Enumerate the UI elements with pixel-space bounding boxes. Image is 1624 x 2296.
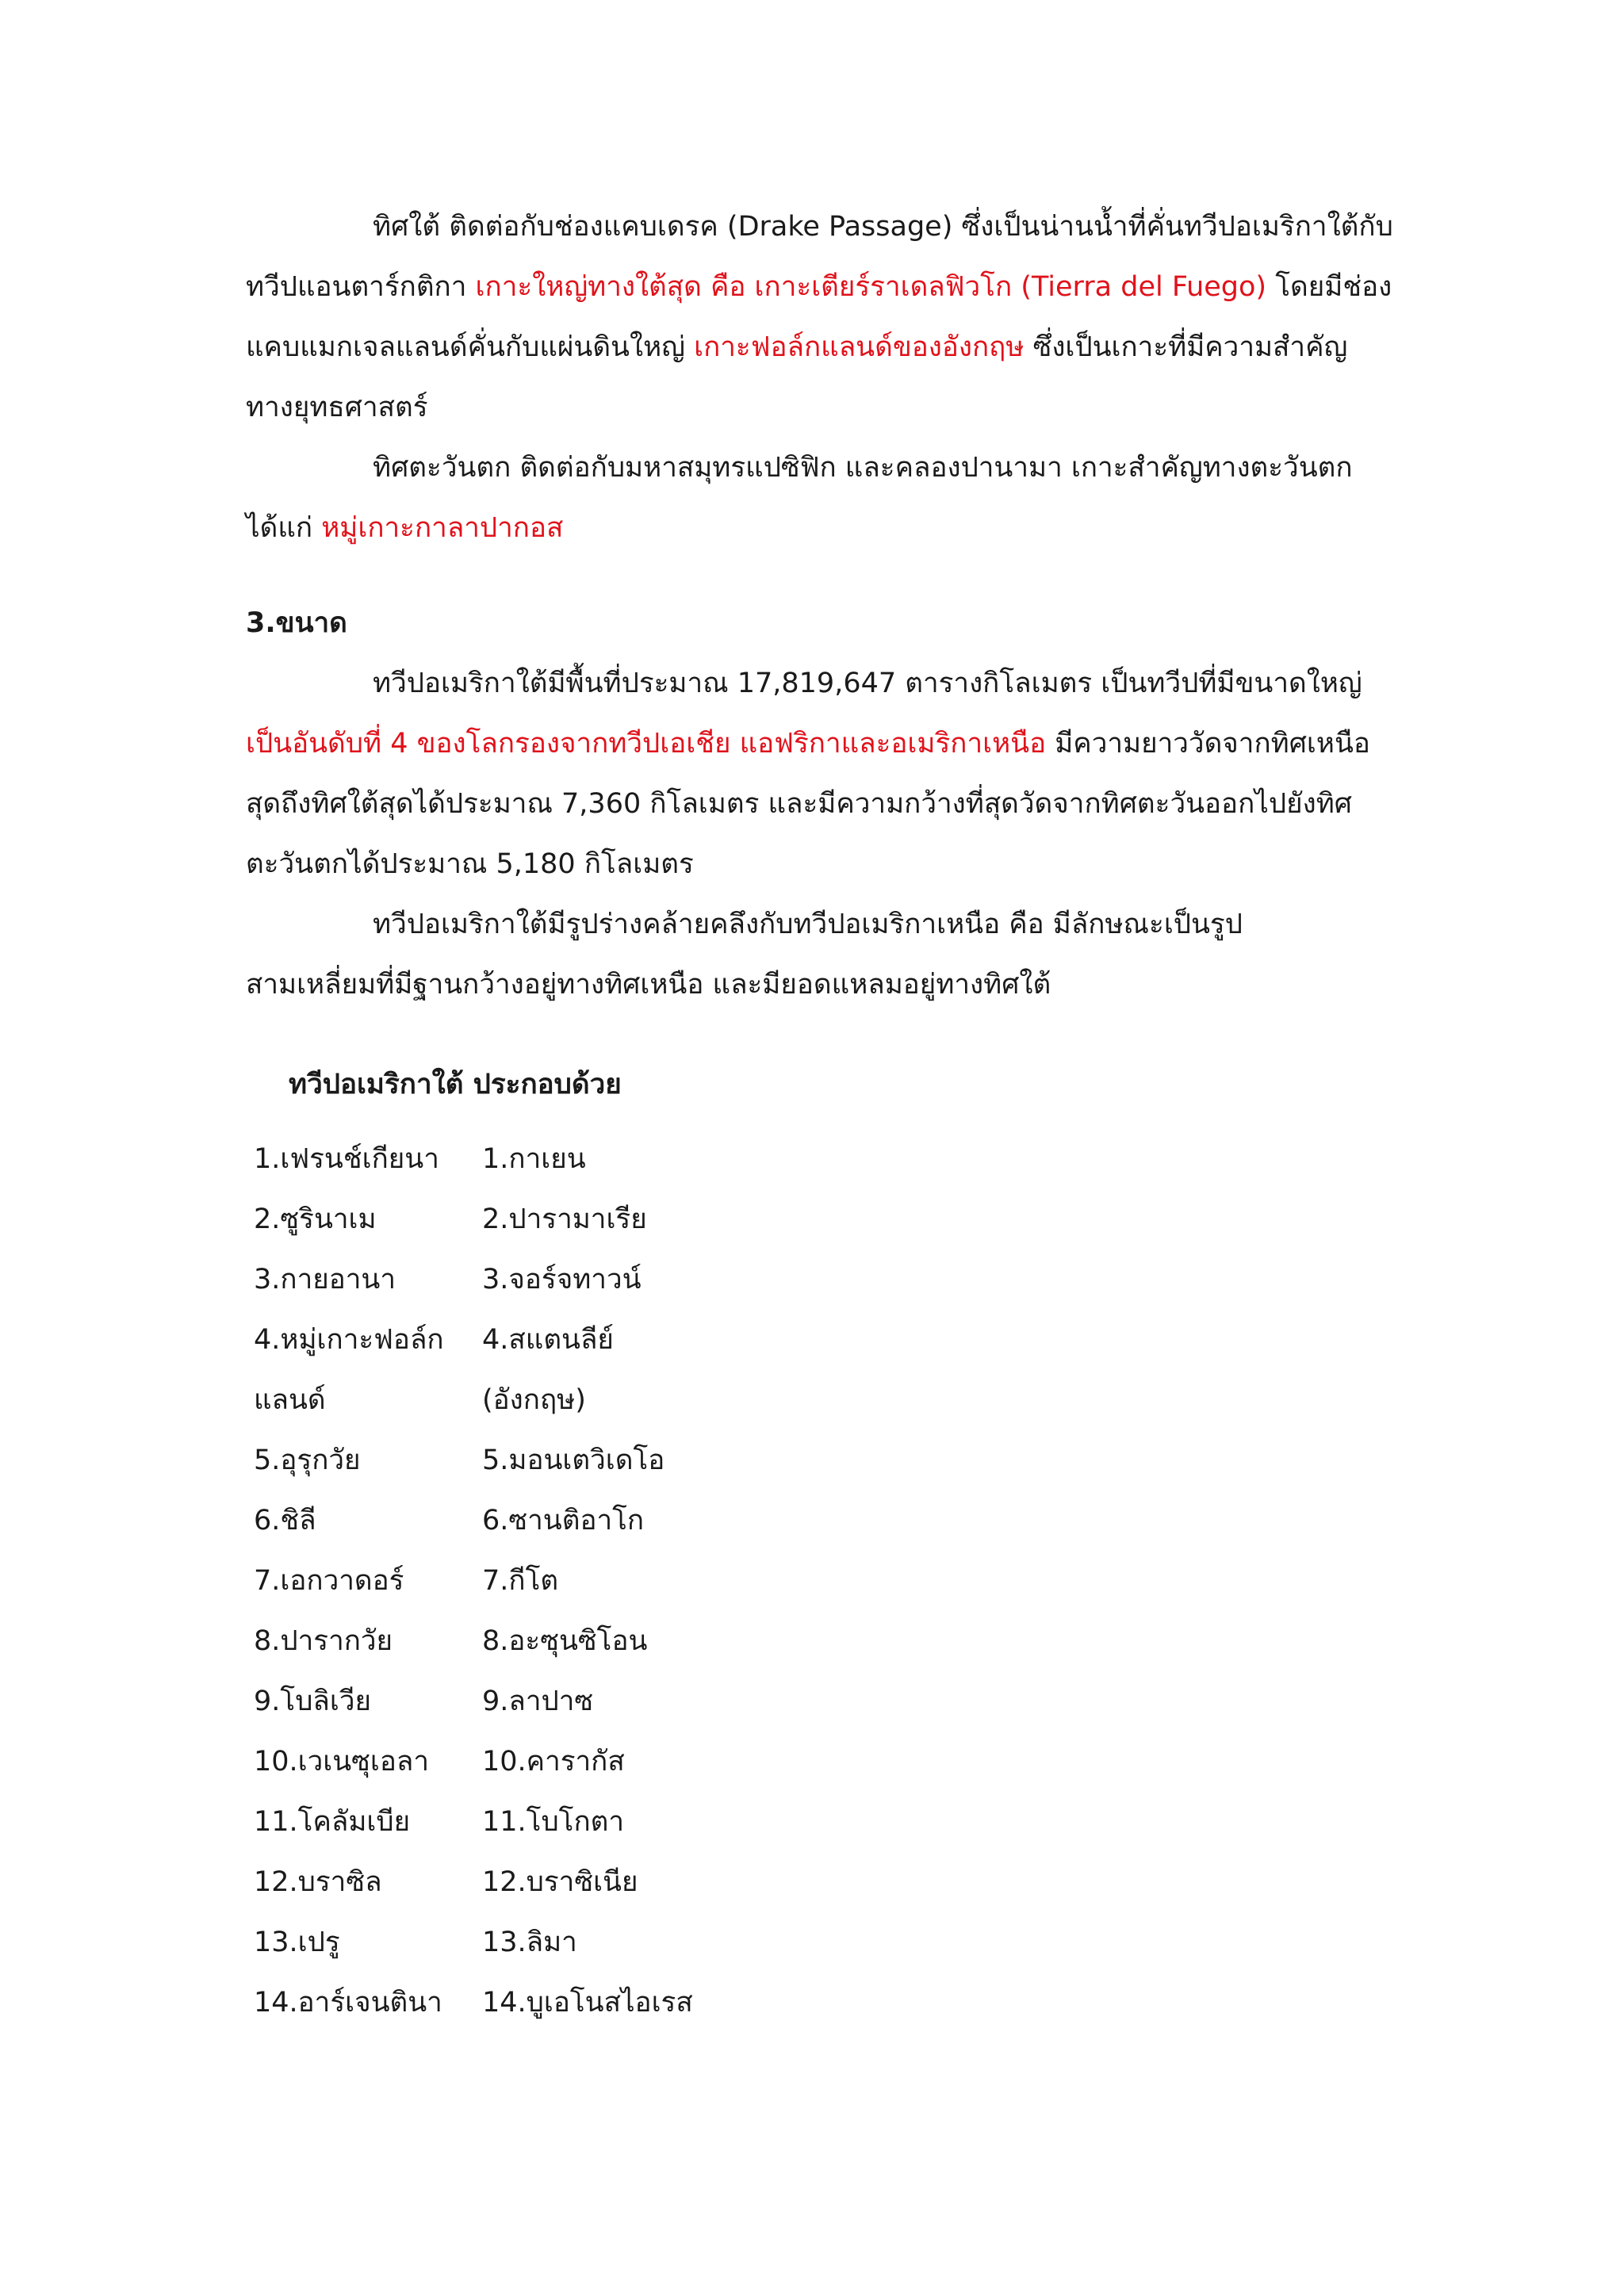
south-line-4 [246, 377, 428, 438]
section-heading [246, 593, 347, 653]
highlight: เกาะฟอล์กแลนด์ของอังกฤษ [694, 331, 1025, 363]
country-cell: 4.หมู่เกาะฟอล์ก [254, 1324, 444, 1356]
text: ได้แก่ [246, 512, 313, 544]
country-cell: 11.โคลัมเบีย [254, 1806, 411, 1838]
highlight: เกาะใหญ่ทางใต้สุด คือ เกาะเตียร์ราเดลฟิวโก (Tierra del Fuego) [475, 271, 1267, 303]
capital-cell: 2.ปารามาเรีย [482, 1203, 647, 1235]
capital-cell: 4.สแตนลีย์ [482, 1324, 614, 1356]
south-line-2 [246, 257, 1392, 317]
capital-cell: 10.คารากัส [482, 1746, 625, 1777]
capital-cell: (อังกฤษ) [482, 1384, 586, 1416]
heading-text: 3.ขนาด [246, 607, 347, 639]
highlight: หมู่เกาะกาลาปากอส [321, 512, 564, 544]
country-cell: 13.เปรู [254, 1927, 340, 1958]
capital-cell: 11.โบโกตา [482, 1806, 625, 1838]
west-line-1 [373, 438, 1353, 498]
text: โดยมีช่อง [1275, 271, 1392, 303]
text: ทิศใต้ ติดต่อกับช่องแคบเดรค (Drake Passage) ซึ่งเป็นน่านน้ำที่คั่นทวีปอเมริกาใต้กับ [373, 211, 1393, 243]
country-cell: 9.โบลิเวีย [254, 1686, 371, 1717]
country-cell: 12.บราซิล [254, 1866, 382, 1898]
size-line-2 [246, 714, 1370, 774]
capital-cell: 14.บูเอโนสไอเรส [482, 1987, 693, 2019]
text: ทวีปแอนตาร์กติกา [246, 271, 467, 303]
country-cell: 10.เวเนซุเอลา [254, 1746, 430, 1777]
text: ทวีปอเมริกาใต้มีพื้นที่ประมาณ 17,819,647 ตารางกิโลเมตร เป็นทวีปที่มีขนาดใหญ่ [373, 668, 1362, 699]
country-cell: 7.เอกวาดอร์ [254, 1565, 404, 1597]
size-line-3 [246, 774, 1352, 834]
text: สุดถึงทิศใต้สุดได้ประมาณ 7,360 กิโลเมตร และมีความกว้างที่สุดวัดจากทิศตะวันออกไปยังทิศ [246, 788, 1352, 820]
text: ทางยุทธศาสตร์ [246, 392, 428, 423]
country-cell: 14.อาร์เจนตินา [254, 1987, 442, 2019]
capital-cell: 7.กีโต [482, 1565, 559, 1597]
size-line-1 [373, 653, 1362, 714]
countries-heading [289, 1054, 622, 1115]
text: แคบแมกเจลแลนด์คั่นกับแผ่นดินใหญ่ [246, 331, 685, 363]
shape-line-2 [246, 955, 1051, 1015]
capital-cell: 12.บราซิเนีย [482, 1866, 638, 1898]
capital-cell: 5.มอนเตวิเดโอ [482, 1445, 665, 1476]
text: ทิศตะวันตก ติดต่อกับมหาสมุทรแปซิฟิก และคลองปานามา เกาะสำคัญทางตะวันตก [373, 452, 1353, 484]
text: มีความยาววัดจากทิศเหนือ [1055, 728, 1370, 760]
country-cell: 6.ชิลี [254, 1505, 316, 1536]
capital-cell: 13.ลิมา [482, 1927, 577, 1958]
country-cell: แลนด์ [254, 1384, 326, 1416]
country-cell: 1.เฟรนช์เกียนา [254, 1143, 439, 1175]
text: สามเหลี่ยมที่มีฐานกว้างอยู่ทางทิศเหนือ และมียอดแหลมอยู่ทางทิศใต้ [246, 969, 1051, 1001]
capital-cell: 9.ลาปาซ [482, 1686, 594, 1717]
country-cell: 8.ปารากวัย [254, 1625, 393, 1657]
country-cell: 2.ซูรินาเม [254, 1203, 377, 1235]
capital-cell: 6.ซานติอาโก [482, 1505, 645, 1536]
south-line-3 [246, 317, 1347, 377]
capital-cell: 3.จอร์จทาวน์ [482, 1264, 642, 1295]
shape-line-1 [373, 894, 1243, 955]
south-line-1 [373, 197, 1393, 257]
text: ซึ่งเป็นเกาะที่มีความสำคัญ [1032, 331, 1348, 363]
text: ตะวันตกได้ประมาณ 5,180 กิโลเมตร [246, 848, 694, 880]
text: ทวีปอเมริกาใต้มีรูปร่างคล้ายคลึงกับทวีปอเมริกาเหนือ คือ มีลักษณะเป็นรูป [373, 909, 1243, 940]
highlight: เป็นอันดับที่ 4 ของโลกรองจากทวีปเอเชีย แอฟริกาและอเมริกาเหนือ [246, 728, 1047, 760]
capital-cell: 8.อะซุนซิโอน [482, 1625, 648, 1657]
country-cell: 3.กายอานา [254, 1264, 396, 1295]
heading-text: ทวีปอเมริกาใต้ ประกอบด้วย [289, 1069, 622, 1100]
size-line-4 [246, 834, 694, 894]
country-cell: 5.อุรุกวัย [254, 1445, 361, 1476]
west-line-2 [246, 498, 563, 558]
capital-cell: 1.กาเยน [482, 1143, 586, 1175]
